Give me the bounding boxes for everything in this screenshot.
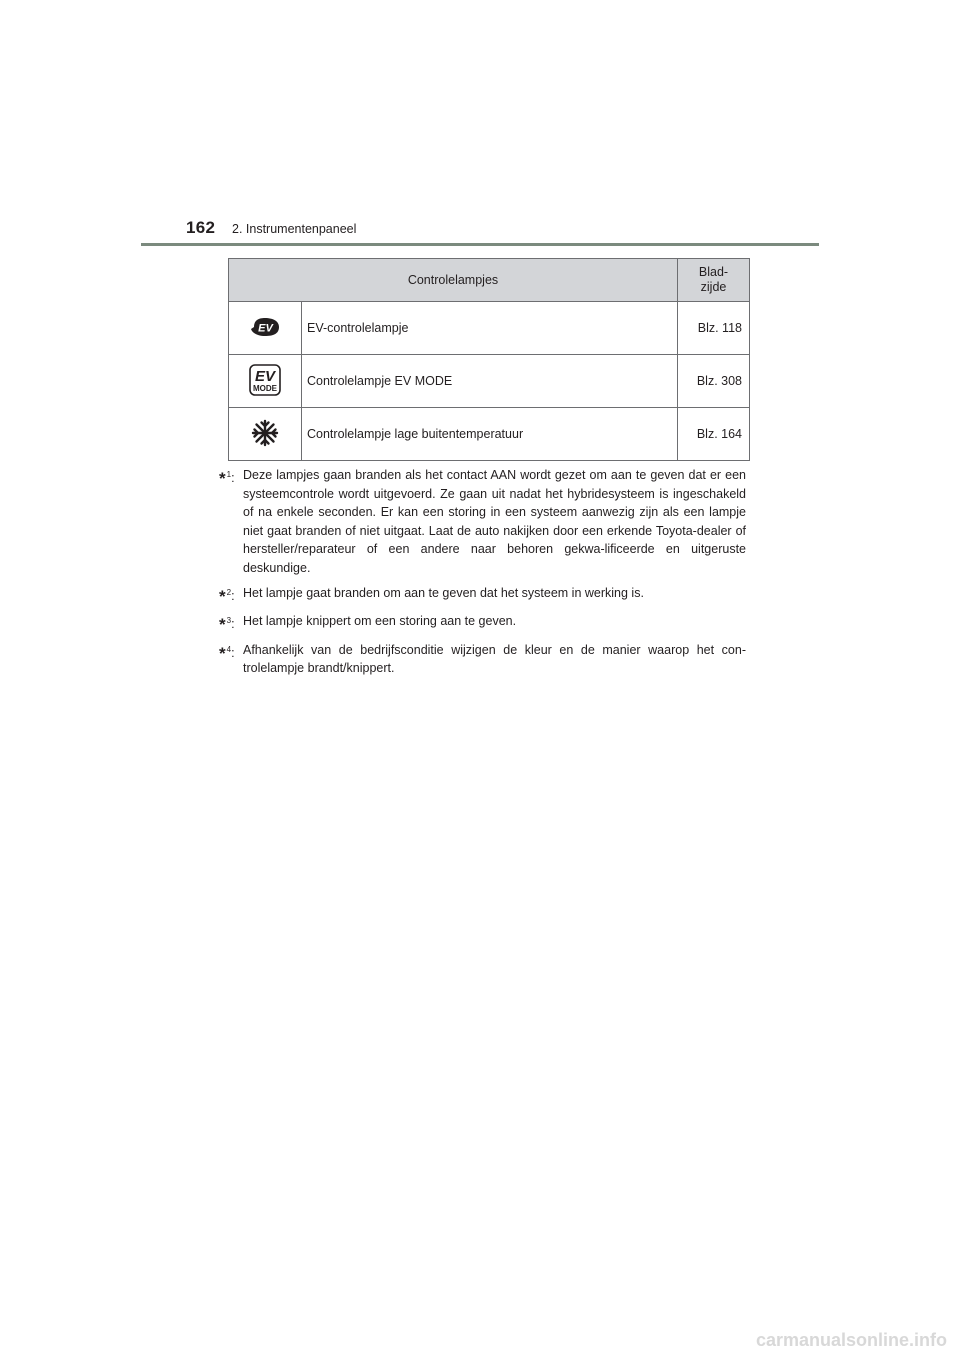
icon-cell	[229, 302, 302, 355]
ev-mode-indicator-icon	[248, 363, 282, 397]
footnote-marker: *$^4$:	[219, 643, 235, 663]
indicator-table	[228, 258, 750, 461]
low-outside-temperature-icon	[251, 419, 279, 447]
footnote	[219, 466, 746, 578]
column-header-page	[678, 259, 750, 302]
table-row	[229, 302, 750, 355]
page-reference: Blz. 118	[678, 302, 750, 355]
section-title: 2. Instrumentenpaneel	[232, 222, 357, 236]
footnote-text: Het lampje knippert om een storing aan te geven.	[243, 614, 517, 629]
footnote	[219, 612, 746, 635]
page-reference: Blz. 308	[678, 355, 750, 408]
footnote-marker: *$^3$:	[219, 615, 235, 635]
table-header-row	[229, 259, 750, 302]
column-header-page-text: Blad- zijde	[698, 265, 729, 294]
ev-mode-icon-ev-text: EV	[254, 367, 276, 385]
footnote-text: Het lampje gaat branden om aan te geven dat het systeem in werking is.	[243, 585, 644, 600]
footnote-text: Deze lampjes gaan branden als het contact AAN wordt gezet om aan te geven dat er een systeemcontrole wordt uitgevoerd. Ze gaan uit nadat het hybridesysteem is ingeschakeld of na enkele seconden. Er kan een storing in een systeem aanwezig zijn als een lampje niet gaat branden of niet uitgaat. Laat de auto nakijken door een erkende Toyota-dealer of hersteller/reparateur of een andere naar behoren gekwa-lificeerde en uitgeruste deskundige.	[243, 468, 746, 575]
lamp-name: EV-controlelampje	[302, 302, 678, 355]
lamp-name: Controlelampje EV MODE	[302, 355, 678, 408]
page-reference: Blz. 164	[678, 408, 750, 461]
icon-cell	[229, 408, 302, 461]
lamp-name: Controlelampje lage buitentemperatuur	[302, 408, 678, 461]
table-row	[229, 355, 750, 408]
table-row	[229, 408, 750, 461]
page-number: 162	[186, 218, 216, 237]
footnote	[219, 641, 746, 678]
footnote	[219, 584, 746, 607]
watermark: carmanualsonline.info	[756, 1330, 948, 1350]
footnote-marker: *$^2$:	[219, 586, 235, 606]
column-header-lamps: Controlelampjes	[229, 259, 678, 302]
footnote-text: Afhankelijk van de bedrijfsconditie wijzigen de kleur en de manier waarop het con-trolelampje brandt/knippert.	[243, 642, 746, 676]
footnotes	[219, 466, 746, 684]
icon-cell	[229, 355, 302, 408]
ev-indicator-icon-text: EV	[258, 322, 273, 334]
ev-mode-icon-mode-text: MODE	[253, 383, 277, 393]
ev-indicator-icon	[249, 316, 281, 338]
header-divider	[141, 243, 819, 246]
footnote-marker: *$^1$:	[219, 469, 235, 488]
